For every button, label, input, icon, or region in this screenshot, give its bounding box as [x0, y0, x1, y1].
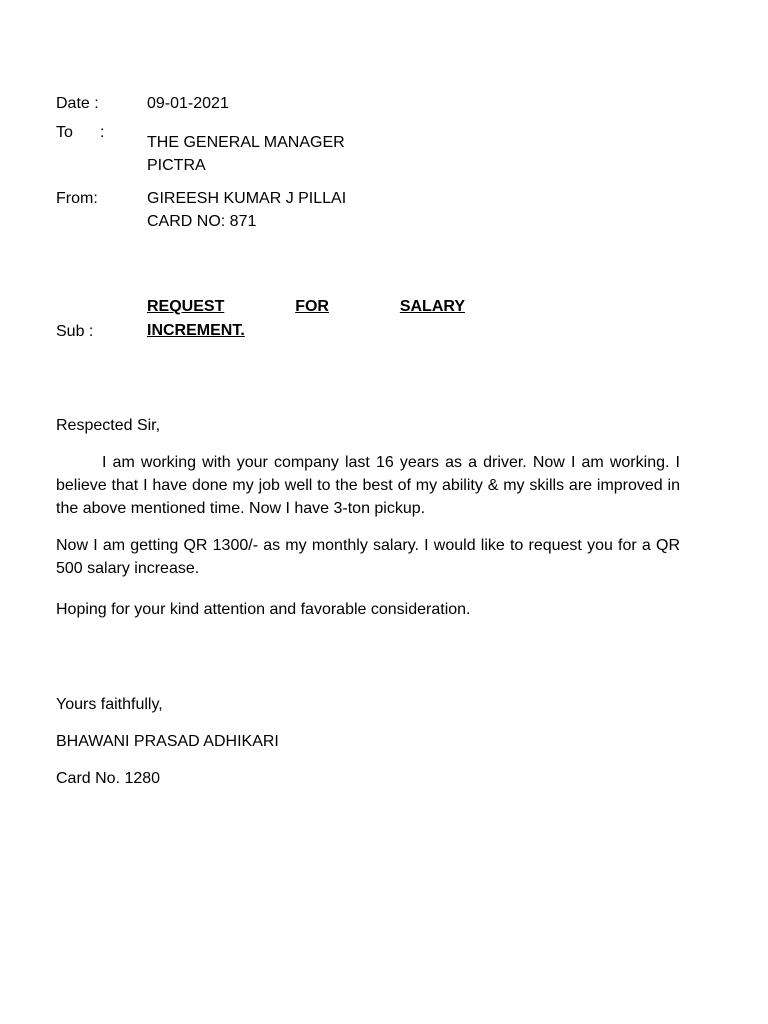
date-label: Date : — [56, 95, 99, 112]
sender-card-number: CARD NO: 871 — [147, 213, 257, 230]
body-paragraph-2: Now I am getting QR 1300/- as my monthly salary. I would like to request you for a QR 500 salary increase. — [56, 537, 680, 577]
subject-word-increment: INCREMENT. — [147, 322, 245, 339]
subject-word-for: FOR — [295, 298, 329, 315]
subject-word-request: REQUEST — [147, 298, 225, 315]
salutation: Respected Sir, — [56, 417, 161, 434]
from-label: From: — [56, 190, 98, 207]
signatory-name: BHAWANI PRASAD ADHIKARI — [56, 733, 279, 750]
to-colon: : — [100, 124, 105, 141]
body-paragraph-1: I am working with your company last 16 years as a driver. Now I am working. I believe that I have done my job well to the best of my ability & my skills are improved in the above mentioned time. Now I have 3-ton pickup. — [56, 454, 680, 517]
to-label: To — [56, 124, 73, 141]
subject-line — [147, 295, 465, 343]
sender-name: GIREESH KUMAR J PILLAI — [147, 190, 347, 207]
recipient-title: THE GENERAL MANAGER — [147, 134, 345, 151]
date-value: 09-01-2021 — [147, 95, 229, 112]
signatory-card-number: Card No. 1280 — [56, 770, 161, 787]
subject-word-salary: SALARY — [399, 298, 465, 315]
recipient-company: PICTRA — [147, 157, 206, 174]
body-paragraph-3: Hoping for your kind attention and favorable consideration. — [56, 601, 471, 618]
subject-label: Sub : — [56, 323, 94, 340]
valediction: Yours faithfully, — [56, 696, 163, 713]
